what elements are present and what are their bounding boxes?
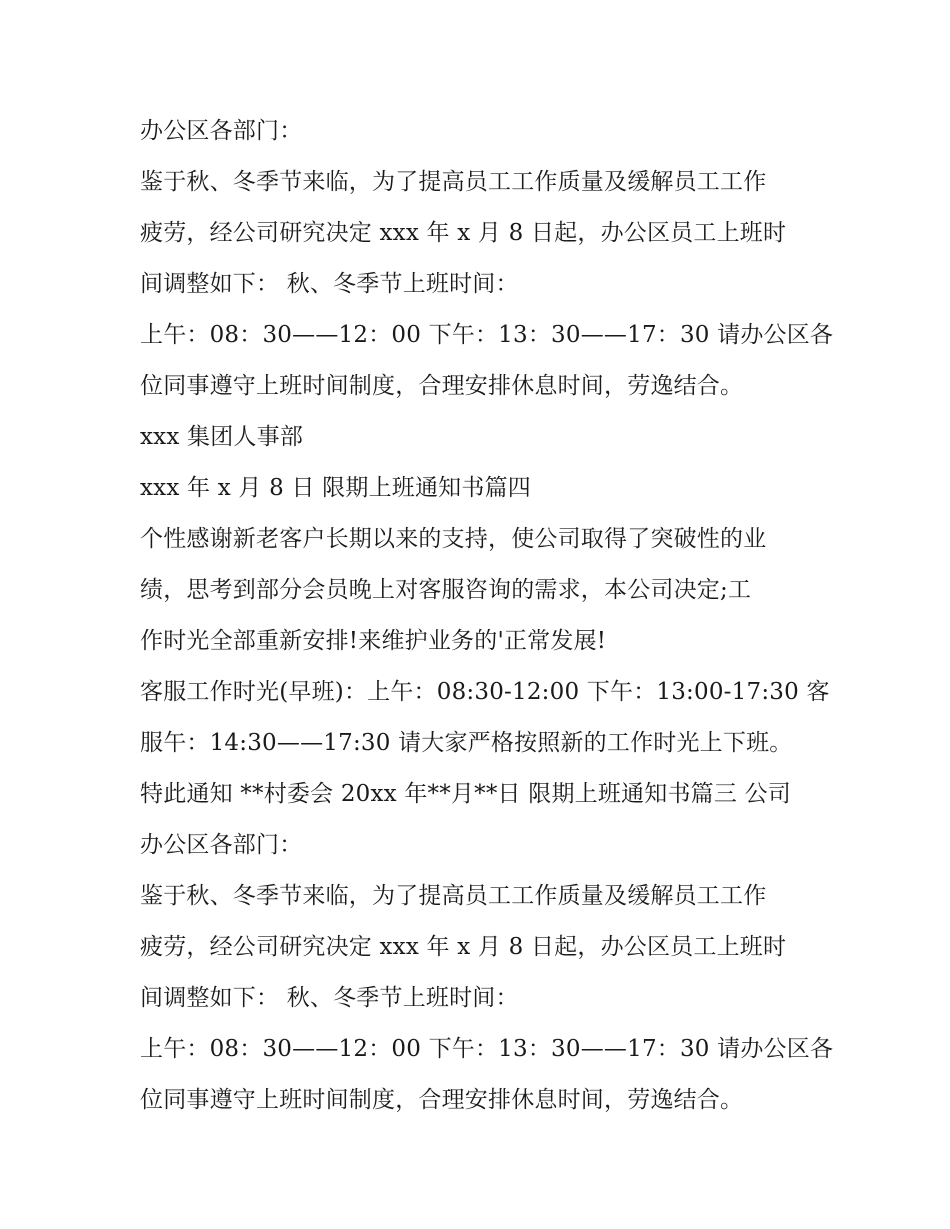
text-line: 鉴于秋、冬季节来临，为了提高员工工作质量及缓解员工工作	[140, 883, 767, 909]
text-line: 位同事遵守上班时间制度，合理安排休息时间，劳逸结合。	[140, 373, 744, 399]
text-line: 疲劳，经公司研究决定 xxx 年 x 月 8 日起，办公区员工上班时	[140, 934, 787, 960]
text-line: 客服工作时光(早班)：上午：08:30-12:00 下午：13:00-17:30 客	[140, 679, 830, 705]
text-line: 疲劳，经公司研究决定 xxx 年 x 月 8 日起，办公区员工上班时	[140, 220, 787, 246]
text-line: 作时光全部重新安排!来维护业务的'正常发展!	[140, 628, 607, 654]
text-line: 间调整如下： 秋、冬季节上班时间：	[140, 271, 519, 297]
text-line: 特此通知 **村委会 20xx 年**月**日 限期上班通知书篇三 公司	[140, 781, 791, 807]
text-line: 绩，思考到部分会员晚上对客服咨询的需求，本公司决定;工	[140, 577, 752, 603]
text-line: 位同事遵守上班时间制度，合理安排休息时间，劳逸结合。	[140, 1087, 744, 1113]
text-line: 上午：08：30——12：00 下午：13：30——17：30 请办公区各	[140, 1036, 834, 1062]
text-line: 办公区各部门：	[140, 832, 303, 858]
text-line: xxx 年 x 月 8 日 限期上班通知书篇四	[140, 475, 531, 501]
document-body	[140, 106, 834, 1126]
text-line: 办公区各部门：	[140, 118, 303, 144]
text-line: 个性感谢新老客户长期以来的支持，使公司取得了突破性的业	[140, 526, 767, 552]
text-line: 间调整如下： 秋、冬季节上班时间：	[140, 985, 519, 1011]
text-line: xxx 集团人事部	[140, 424, 304, 450]
text-line: 上午：08：30——12：00 下午：13：30——17：30 请办公区各	[140, 322, 834, 348]
text-line: 服午：14:30——17:30 请大家严格按照新的工作时光上下班。	[140, 730, 793, 756]
text-line: 鉴于秋、冬季节来临，为了提高员工工作质量及缓解员工工作	[140, 169, 767, 195]
